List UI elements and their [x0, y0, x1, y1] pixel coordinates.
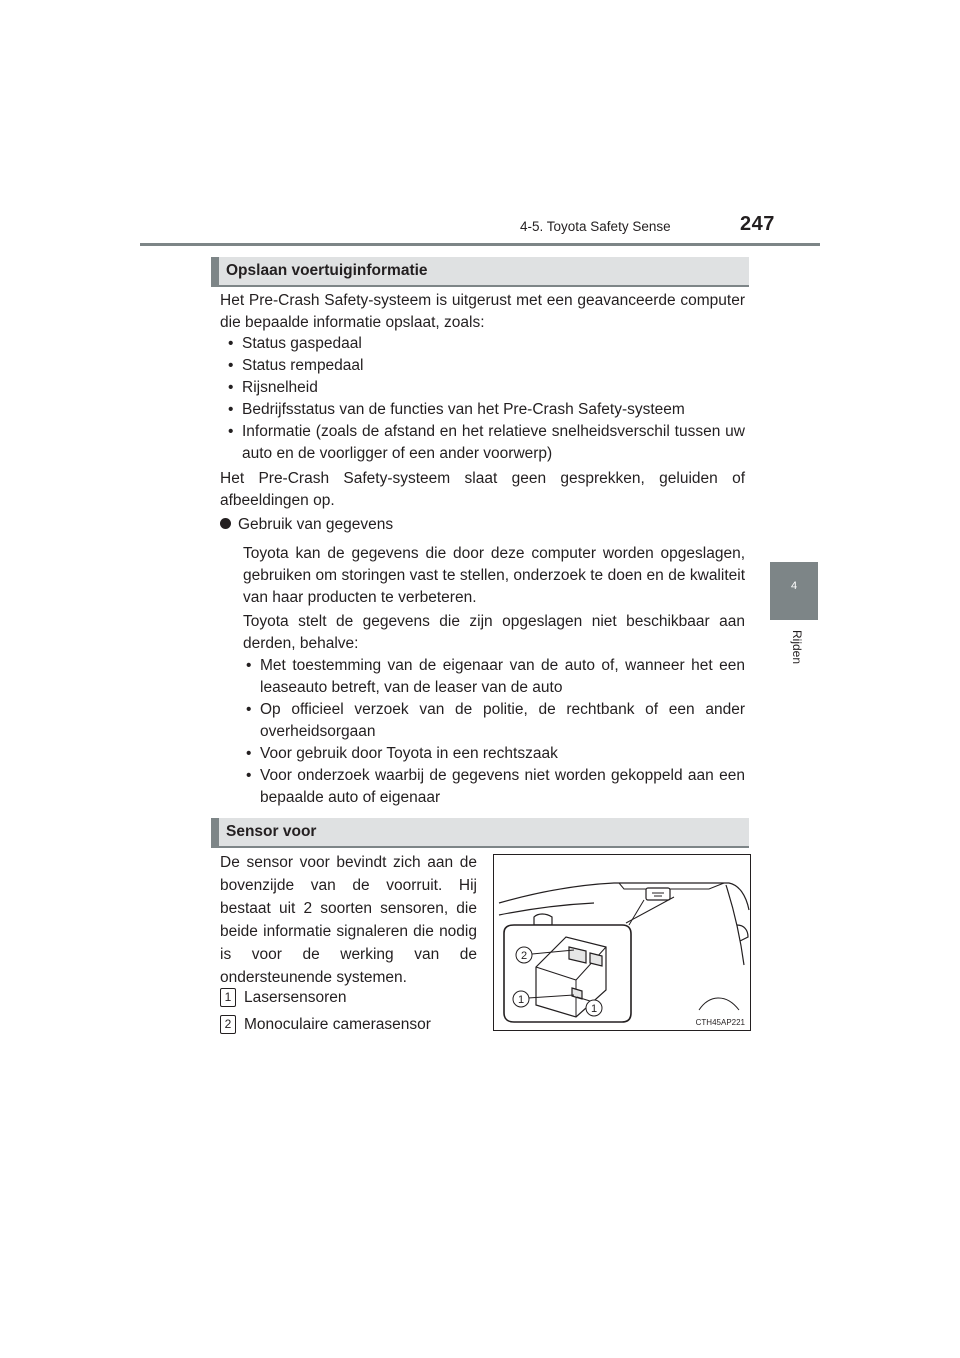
page-number: 247: [740, 213, 775, 235]
sensor-unit-small: [646, 888, 670, 900]
chapter-title: Rijden: [790, 630, 804, 665]
legend-label: Lasersensoren: [244, 989, 347, 1006]
side-mirror: [534, 914, 552, 925]
stored-data-list: [222, 333, 745, 465]
bullet-dot-icon: [220, 518, 231, 529]
section-heading-label: Opslaan voertuiginformatie: [226, 262, 428, 279]
usage-paragraph: Toyota kan de gegevens die door deze computer worden opgeslagen, gebruiken om storingen vast te stellen, onderzoek te doen en de kwaliteit van haar producten te verbeteren.: [243, 545, 745, 606]
section-heading-front-sensor: [211, 818, 749, 846]
legend-number: 2: [220, 1015, 236, 1034]
list-item: • Bedrijfsstatus van de functies van het Pre-Crash Safety-systeem: [222, 399, 745, 421]
section-heading-vehicle-data: [211, 257, 749, 285]
intro-paragraph: Het Pre-Crash Safety-systeem is uitgerust met een geavanceerde computer die bepaalde informatie opslaat, zoals:: [220, 292, 745, 331]
front-sensor-illustration: [493, 854, 751, 1031]
list-item: • Met toestemming van de eigenaar van de auto of, wanneer het een leaseauto betreft, van de leaser van de auto: [240, 655, 745, 699]
header-section-title: 4-5. Toyota Safety Sense: [520, 219, 671, 234]
legend-number: 1: [220, 988, 236, 1007]
legend-item-camera: [220, 1014, 431, 1036]
callout-1-label: 1: [517, 994, 525, 1006]
list-item: • Informatie (zoals de afstand en het relatieve snelheidsverschil tussen uw auto en de voorligger of een ander voorwerp): [222, 421, 745, 465]
usage-heading: [220, 514, 393, 536]
list-item: • Rijsnelheid: [222, 377, 745, 399]
no-record-paragraph: Het Pre-Crash Safety-systeem slaat geen gesprekken, geluiden of afbeeldingen op.: [220, 470, 745, 509]
list-item: • Op officieel verzoek van de politie, de rechtbank of een ander overheidsorgaan: [240, 699, 745, 743]
list-item: • Voor onderzoek waarbij de gegevens niet worden gekoppeld aan een bepaalde auto of eigenaar: [240, 765, 745, 809]
sensor-description: De sensor voor bevindt zich aan de bovenzijde van de voorruit. Hij bestaat uit 2 soorten sensoren, die beide informatie signaleren die nodig is voor de werking van de ondersteunende systemen.: [220, 854, 477, 986]
figure-code: CTH45AP221: [695, 1018, 745, 1027]
callout-1b-label: 1: [590, 1003, 598, 1015]
list-item: • Status rempedaal: [222, 355, 745, 377]
section-heading-label: Sensor voor: [226, 823, 317, 840]
disclosure-paragraph: Toyota stelt de gegevens die zijn opgeslagen niet beschikbaar aan derden, behalve:: [243, 613, 745, 652]
legend-item-laser: [220, 987, 347, 1009]
disclosure-list: [240, 655, 745, 809]
chapter-number: 4: [790, 580, 798, 592]
usage-heading-label: Gebruik van gegevens: [238, 516, 394, 533]
chapter-tab: [770, 562, 818, 620]
list-item: • Voor gebruik door Toyota in een rechtszaak: [240, 743, 745, 765]
legend-label: Monoculaire camerasensor: [244, 1016, 431, 1033]
list-item: • Status gaspedaal: [222, 333, 745, 355]
windshield-sensor-drawing: [494, 855, 750, 1030]
callout-2-label: 2: [520, 950, 528, 962]
windshield-top-line: [499, 883, 749, 910]
header-divider: [140, 243, 820, 246]
